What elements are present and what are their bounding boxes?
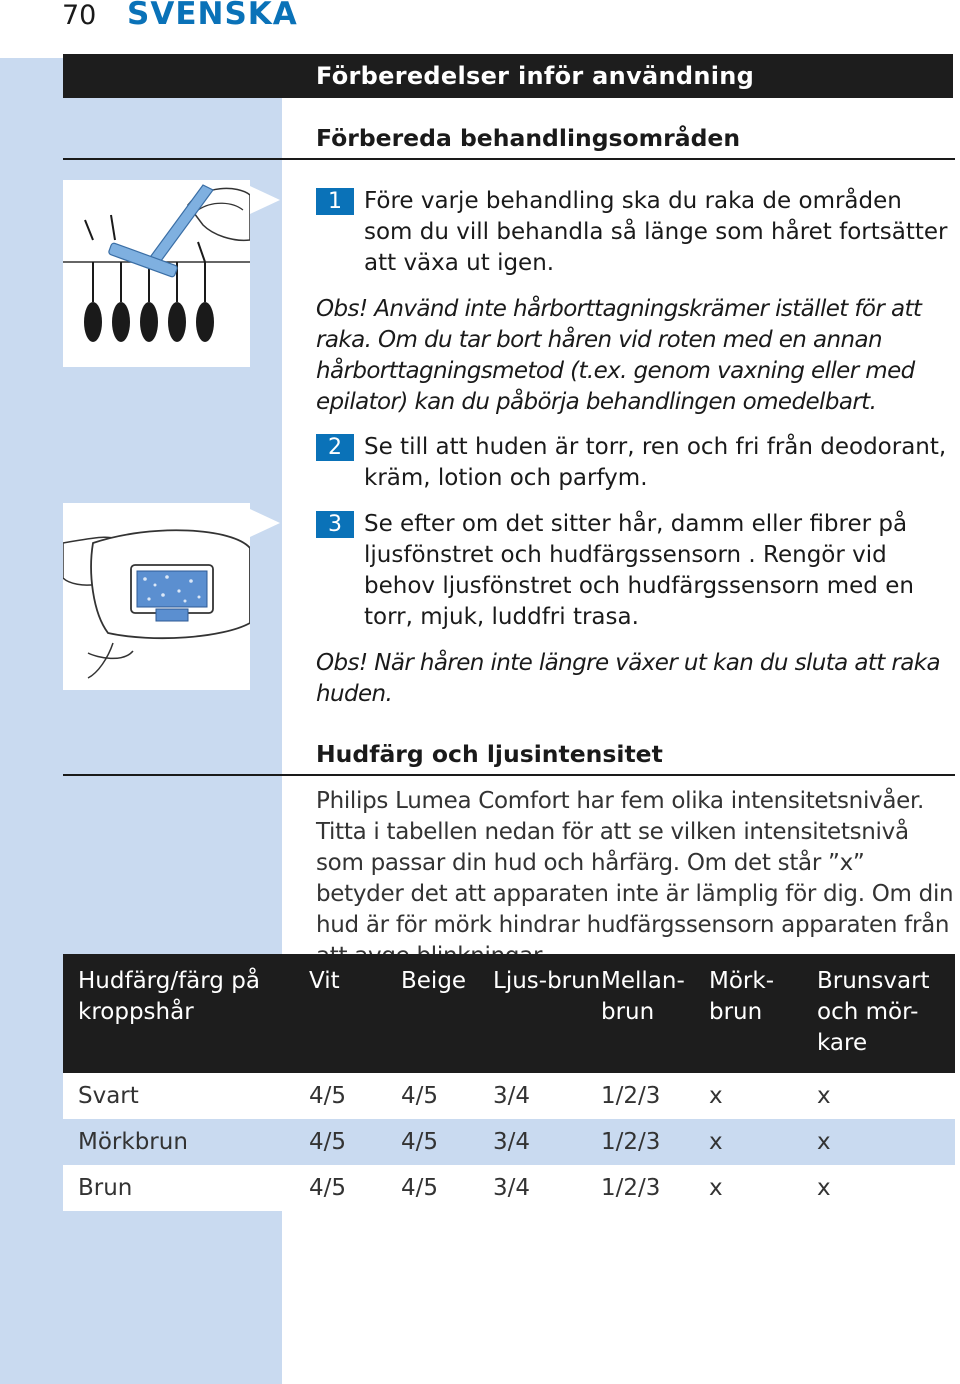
prep-heading: Förbereda behandlingsområden: [316, 124, 741, 152]
language-title: SVENSKA: [127, 0, 298, 32]
table-cell: x: [817, 1129, 831, 1155]
step-1: [316, 186, 956, 279]
table-cell: Svart: [78, 1083, 139, 1109]
table-cell: 3/4: [493, 1083, 531, 1109]
table-row: [63, 1073, 955, 1119]
table-cell: 3/4: [493, 1129, 531, 1155]
step-number-badge: 3: [316, 511, 354, 538]
table-cell: 4/5: [401, 1129, 439, 1155]
table-cell: x: [709, 1129, 723, 1155]
column-header: Ljus-brun: [493, 968, 601, 994]
illustration-pointer-2: [250, 509, 280, 537]
column-header: Brunsvart och mör-kare: [817, 968, 930, 1056]
section-bar: [63, 54, 953, 98]
table-cell: 1/2/3: [601, 1083, 661, 1109]
table-cell: x: [709, 1175, 723, 1201]
intensity-table: [63, 954, 955, 1211]
column-header: Beige: [401, 968, 467, 994]
step-text: Se till att huden är torr, ren och fri från deodorant, kräm, lotion och parfym.: [364, 434, 947, 491]
device-light-window-illustration: [63, 503, 250, 690]
table-cell: 4/5: [401, 1175, 439, 1201]
section-title: Förberedelser inför användning: [316, 62, 755, 90]
table-cell: 1/2/3: [601, 1129, 661, 1155]
table-cell: 4/5: [309, 1083, 347, 1109]
razor-shaving-hair-illustration: [63, 180, 250, 367]
table-row: [63, 1119, 955, 1165]
table-cell: 1/2/3: [601, 1175, 661, 1201]
table-cell: Brun: [78, 1175, 133, 1201]
step-text: Före varje behandling ska du raka de områden som du vill behandla så länge som håret fortsätter att växa ut igen.: [364, 188, 948, 276]
table-cell: 4/5: [309, 1129, 347, 1155]
page-number: 70: [62, 0, 97, 31]
column-header: Mellan-brun: [601, 968, 685, 1025]
step-number-badge: 1: [316, 188, 354, 215]
column-header: Mörk-brun: [709, 968, 774, 1025]
table-cell: x: [817, 1083, 831, 1109]
step-number-badge: 2: [316, 434, 354, 461]
step-3: [316, 509, 956, 633]
note-depilatory: Obs! Använd inte hårborttagningskrämer istället för att raka. Om du tar bort håren vid roten med en annan hårborttagningsmetod (t.ex. genom vaxning eller med epilator) kan du påbörja behandlingen omedelbart.: [316, 296, 922, 415]
column-header: Vit: [309, 968, 340, 994]
razor-illustration-svg: [63, 180, 250, 367]
table-cell: 3/4: [493, 1175, 531, 1201]
prep-heading-rule: [63, 158, 955, 160]
table-row: [63, 1165, 955, 1211]
skin-heading-rule: [63, 774, 955, 776]
skin-heading: Hudfärg och ljusintensitet: [316, 740, 663, 768]
table-cell: x: [817, 1175, 831, 1201]
table-header-row: [63, 954, 955, 1073]
illustration-pointer-1: [250, 186, 280, 214]
table-cell: 4/5: [401, 1083, 439, 1109]
column-header: Hudfärg/färg på kroppshår: [78, 968, 260, 1025]
device-illustration-svg: [63, 503, 250, 690]
table-cell: Mörkbrun: [78, 1129, 188, 1155]
skin-intro-paragraph: Philips Lumea Comfort har fem olika intensitetsnivåer. Titta i tabellen nedan för att se vilken intensitetsnivå som passar din hud och hårfärg. Om det står ”x” betyder det att apparaten inte är lämplig för dig. Om din hud är för mörk hindrar hudfärgssensorn apparaten från att avge blinkningar.: [316, 788, 954, 969]
table-cell: 4/5: [309, 1175, 347, 1201]
note-stop-shaving: Obs! När håren inte längre växer ut kan du sluta att raka huden.: [316, 650, 940, 707]
step-text: Se efter om det sitter hår, damm eller fibrer på ljusfönstret och hudfärgssensorn . Rengör vid behov ljusfönstret och hudfärgssensorn med en torr, mjuk, luddfri trasa.: [364, 511, 914, 630]
table-cell: x: [709, 1083, 723, 1109]
step-2: [316, 432, 956, 494]
